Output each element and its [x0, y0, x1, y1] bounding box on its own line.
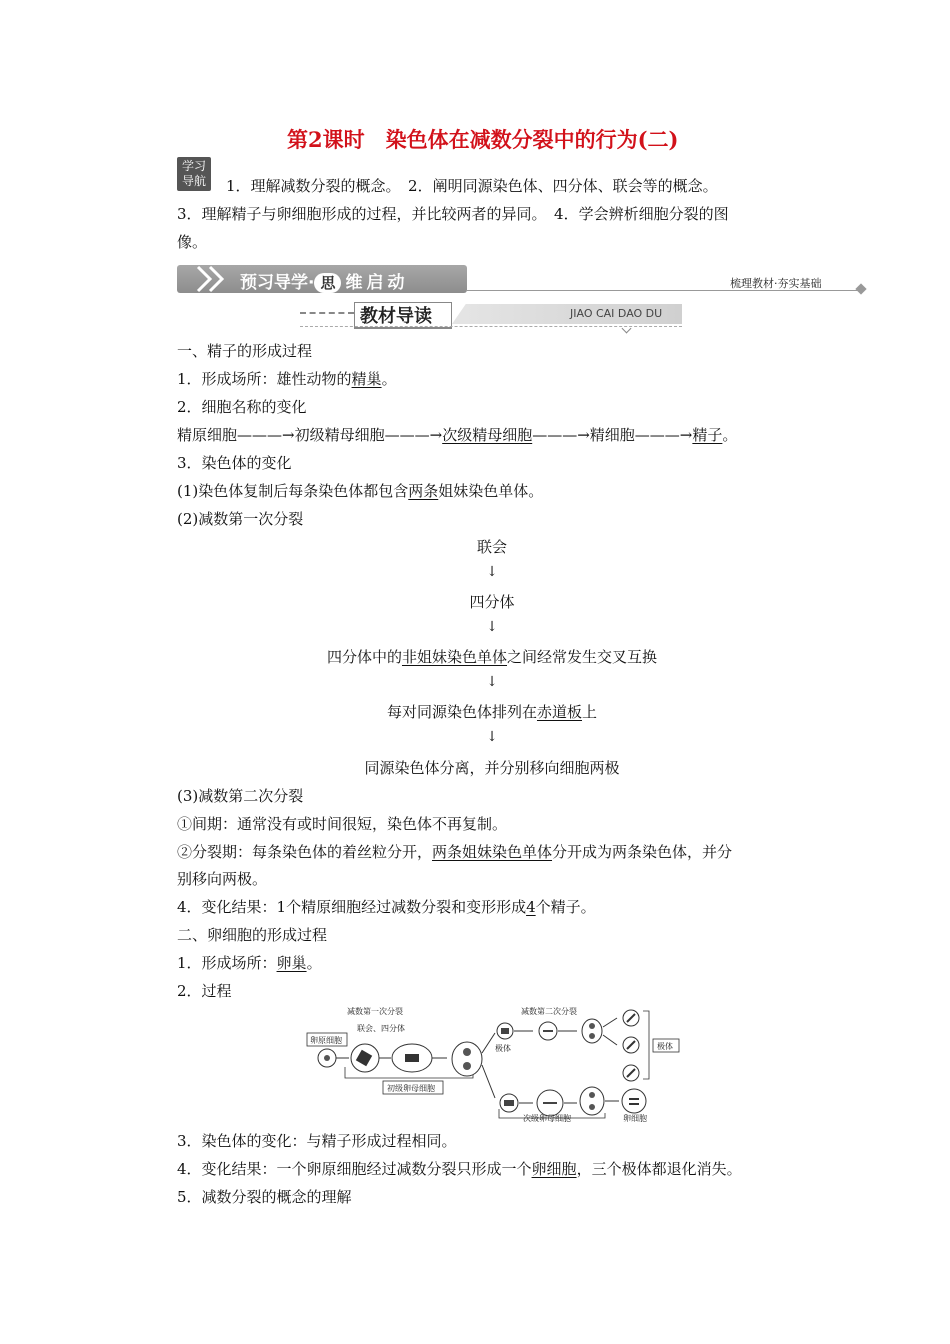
chain-primary-spermatocyte: 初级精母细胞	[294, 426, 385, 444]
sec2-p1	[177, 953, 322, 973]
flow-step-2: 四分体	[469, 593, 515, 611]
dg-arrow-6	[603, 1018, 617, 1027]
sec1-p3: 3．染色体的变化	[177, 454, 292, 472]
sec1-heading: 一、精子的形成过程	[177, 342, 313, 360]
banner-pill-1: 思	[314, 273, 341, 293]
dg-secondary-oocyte-3	[580, 1087, 604, 1115]
banner-pill-4: 动	[387, 273, 405, 293]
cell-name-chain	[177, 425, 737, 445]
objective-line-2: 3．理解精子与卵细胞形成的过程，并比较两者的异同。 4．学会辨析细胞分裂的图	[177, 205, 729, 223]
dg-polar-chrom-3a	[589, 1023, 595, 1029]
chain-arrow-2: ———→	[384, 426, 443, 444]
sec2-p5: 5．减数分裂的概念的理解	[177, 1188, 352, 1206]
subbanner-pinyin: JIAO CAI DAO DU	[570, 307, 663, 320]
chain-secondary-spermatocyte: 次级精母细胞	[442, 426, 533, 444]
dg-primary-label: 初级卵母细胞	[387, 1084, 435, 1093]
flow-arrow-4: ↓	[486, 729, 498, 745]
sec1-p1-answer: 精巢	[351, 370, 382, 388]
banner-dot: ·	[308, 273, 315, 293]
dg-polar-bodies-label: 极体	[657, 1042, 673, 1051]
dg-meiosis1-label: 减数第一次分裂	[347, 1007, 403, 1016]
diamond-icon	[855, 283, 866, 294]
dg-polar-label: 极体	[495, 1044, 511, 1053]
banner-left: 预习导学	[240, 273, 308, 293]
dg-nucleus	[324, 1055, 330, 1061]
subbanner-label: 教材导读	[360, 306, 432, 327]
dg-egg-label: 卵细胞	[623, 1114, 647, 1123]
page-title: 第2课时 染色体在减数分裂中的行为(二)	[287, 127, 679, 152]
objective-line-3: 像。	[177, 233, 208, 251]
flow-step-4-pre: 每对同源染色体排列在	[386, 703, 537, 721]
flow-step-5: 同源染色体分离，并分别移向细胞两极	[364, 759, 620, 777]
sec1-p3-3b	[177, 842, 732, 862]
sec2-p3: 3．染色体的变化：与精子形成过程相同。	[177, 1132, 457, 1150]
flow-step-3-answer: 非姐妹染色单体	[401, 648, 507, 666]
sec1-p3-1	[177, 481, 543, 501]
sec1-p4-pre: 4．变化结果：1个精原细胞经过减数分裂和变形形成	[177, 898, 527, 916]
flow-arrow-2: ↓	[486, 619, 498, 635]
flow-arrow-1: ↓	[486, 564, 498, 580]
sec2-p1-post: 。	[306, 954, 322, 972]
study-nav-badge	[177, 157, 211, 191]
sec2-p4-answer: 卵细胞	[531, 1160, 577, 1178]
flow-step-4	[192, 702, 792, 722]
sec2-p4-post: ，三个极体都退化消失。	[576, 1160, 742, 1178]
banner-pill-2: 维	[345, 273, 363, 293]
dg-egg-cell	[622, 1089, 646, 1113]
sec1-p3-2: (2)减数第一次分裂	[177, 510, 304, 528]
sec1-p3-3a: ①间期：通常没有或时间很短，染色体不再复制。	[177, 815, 508, 833]
dg-polar-bracket	[643, 1011, 649, 1079]
sec1-p3-1-pre: (1)染色体复制后每条染色体都包含	[177, 482, 409, 500]
oogenesis-diagram	[305, 1003, 685, 1123]
dg-secondary-chrom-3a	[589, 1092, 595, 1098]
flow-step-1: 联会	[476, 538, 507, 556]
sec1-p4-post: 个精子。	[535, 898, 596, 916]
chain-arrow-4: ———→	[634, 426, 693, 444]
flow-arrow-3: ↓	[486, 674, 498, 690]
dg-anaphase-bottom	[463, 1062, 471, 1070]
badge-line-1: 学习	[181, 159, 206, 173]
chain-arrow-3: ———→	[532, 426, 590, 444]
dg-arrow-down	[482, 1065, 495, 1098]
sec1-p1-post: 。	[381, 370, 397, 388]
dg-polar-body-3	[582, 1019, 602, 1043]
dg-secondary-label: 次级卵母细胞	[523, 1114, 571, 1123]
sec1-p3-3b-2: 别移向两极。	[177, 870, 268, 888]
dg-polar-chrom-1	[501, 1028, 509, 1034]
sec1-p4-answer: 4	[526, 898, 536, 916]
sec1-p2: 2．细胞名称的变化	[177, 398, 307, 416]
sec2-p2: 2．过程	[177, 982, 232, 1000]
double-chevron-icon	[194, 265, 234, 293]
badge-line-2: 导航	[181, 174, 206, 188]
sec2-p1-answer: 卵巢	[276, 954, 307, 972]
chain-spermatogonium: 精原细胞	[177, 426, 238, 444]
flow-step-4-post: 上	[582, 703, 598, 721]
flow-step-3-post: 之间经常发生交叉互换	[507, 648, 658, 666]
sec2-p1-pre: 1．形成场所：	[177, 954, 277, 972]
sec1-p3-1-post: 姐妹染色单体。	[438, 482, 544, 500]
subbanner-dash-left	[300, 312, 354, 316]
dg-secondary-chrom-3b	[589, 1104, 595, 1110]
dg-oogonium-label: 卵原细胞	[310, 1036, 342, 1045]
sec1-p1	[177, 369, 397, 389]
flow-step-4-answer: 赤道板	[536, 703, 582, 721]
sec2-p4	[177, 1159, 742, 1179]
sec1-p4	[177, 897, 596, 917]
dg-chromosomes-2	[405, 1054, 419, 1062]
sec1-p3-3b-pre: ②分裂期：每条染色体的着丝粒分开，	[177, 843, 433, 861]
sec2-heading: 二、卵细胞的形成过程	[177, 926, 328, 944]
sec1-p3-3b-post: 分开成为两条染色体，并分	[552, 843, 733, 861]
dg-anaphase-top	[463, 1048, 471, 1056]
chain-end: 。	[722, 426, 738, 444]
dg-arrow-up	[482, 1033, 495, 1053]
sec2-p4-pre: 4．变化结果：一个卵原细胞经过减数分裂只形成一个	[177, 1160, 532, 1178]
chain-arrow-1: ———→	[237, 426, 295, 444]
banner-tagline: 梳理教材·夯实基础	[730, 277, 822, 290]
sec1-p3-3b-answer: 两条姐妹染色单体	[432, 843, 553, 861]
flow-step-3	[192, 647, 792, 667]
dg-polar-chrom-3b	[589, 1033, 595, 1039]
banner-pill-3: 启	[366, 273, 384, 293]
dg-arrow-7	[603, 1035, 617, 1045]
sec1-p1-pre: 1．形成场所：雄性动物的	[177, 370, 352, 388]
sec1-p3-3: (3)减数第二次分裂	[177, 787, 304, 805]
chain-spermatid: 精细胞	[589, 426, 635, 444]
dg-secondary-chrom-1	[504, 1100, 514, 1106]
sec1-p3-1-answer: 两条	[408, 482, 439, 500]
banner-title	[240, 268, 404, 293]
chain-sperm: 精子	[692, 426, 723, 444]
objective-line-1: 1．理解减数分裂的概念。 2．阐明同源染色体、四分体、联会等的概念。	[226, 177, 718, 195]
dg-synapsis-label: 联会、四分体	[357, 1024, 405, 1033]
flow-step-3-pre: 四分体中的	[326, 648, 402, 666]
dg-meiosis2-label: 减数第二次分裂	[521, 1007, 577, 1016]
dg-cell-anaphase	[452, 1042, 482, 1076]
